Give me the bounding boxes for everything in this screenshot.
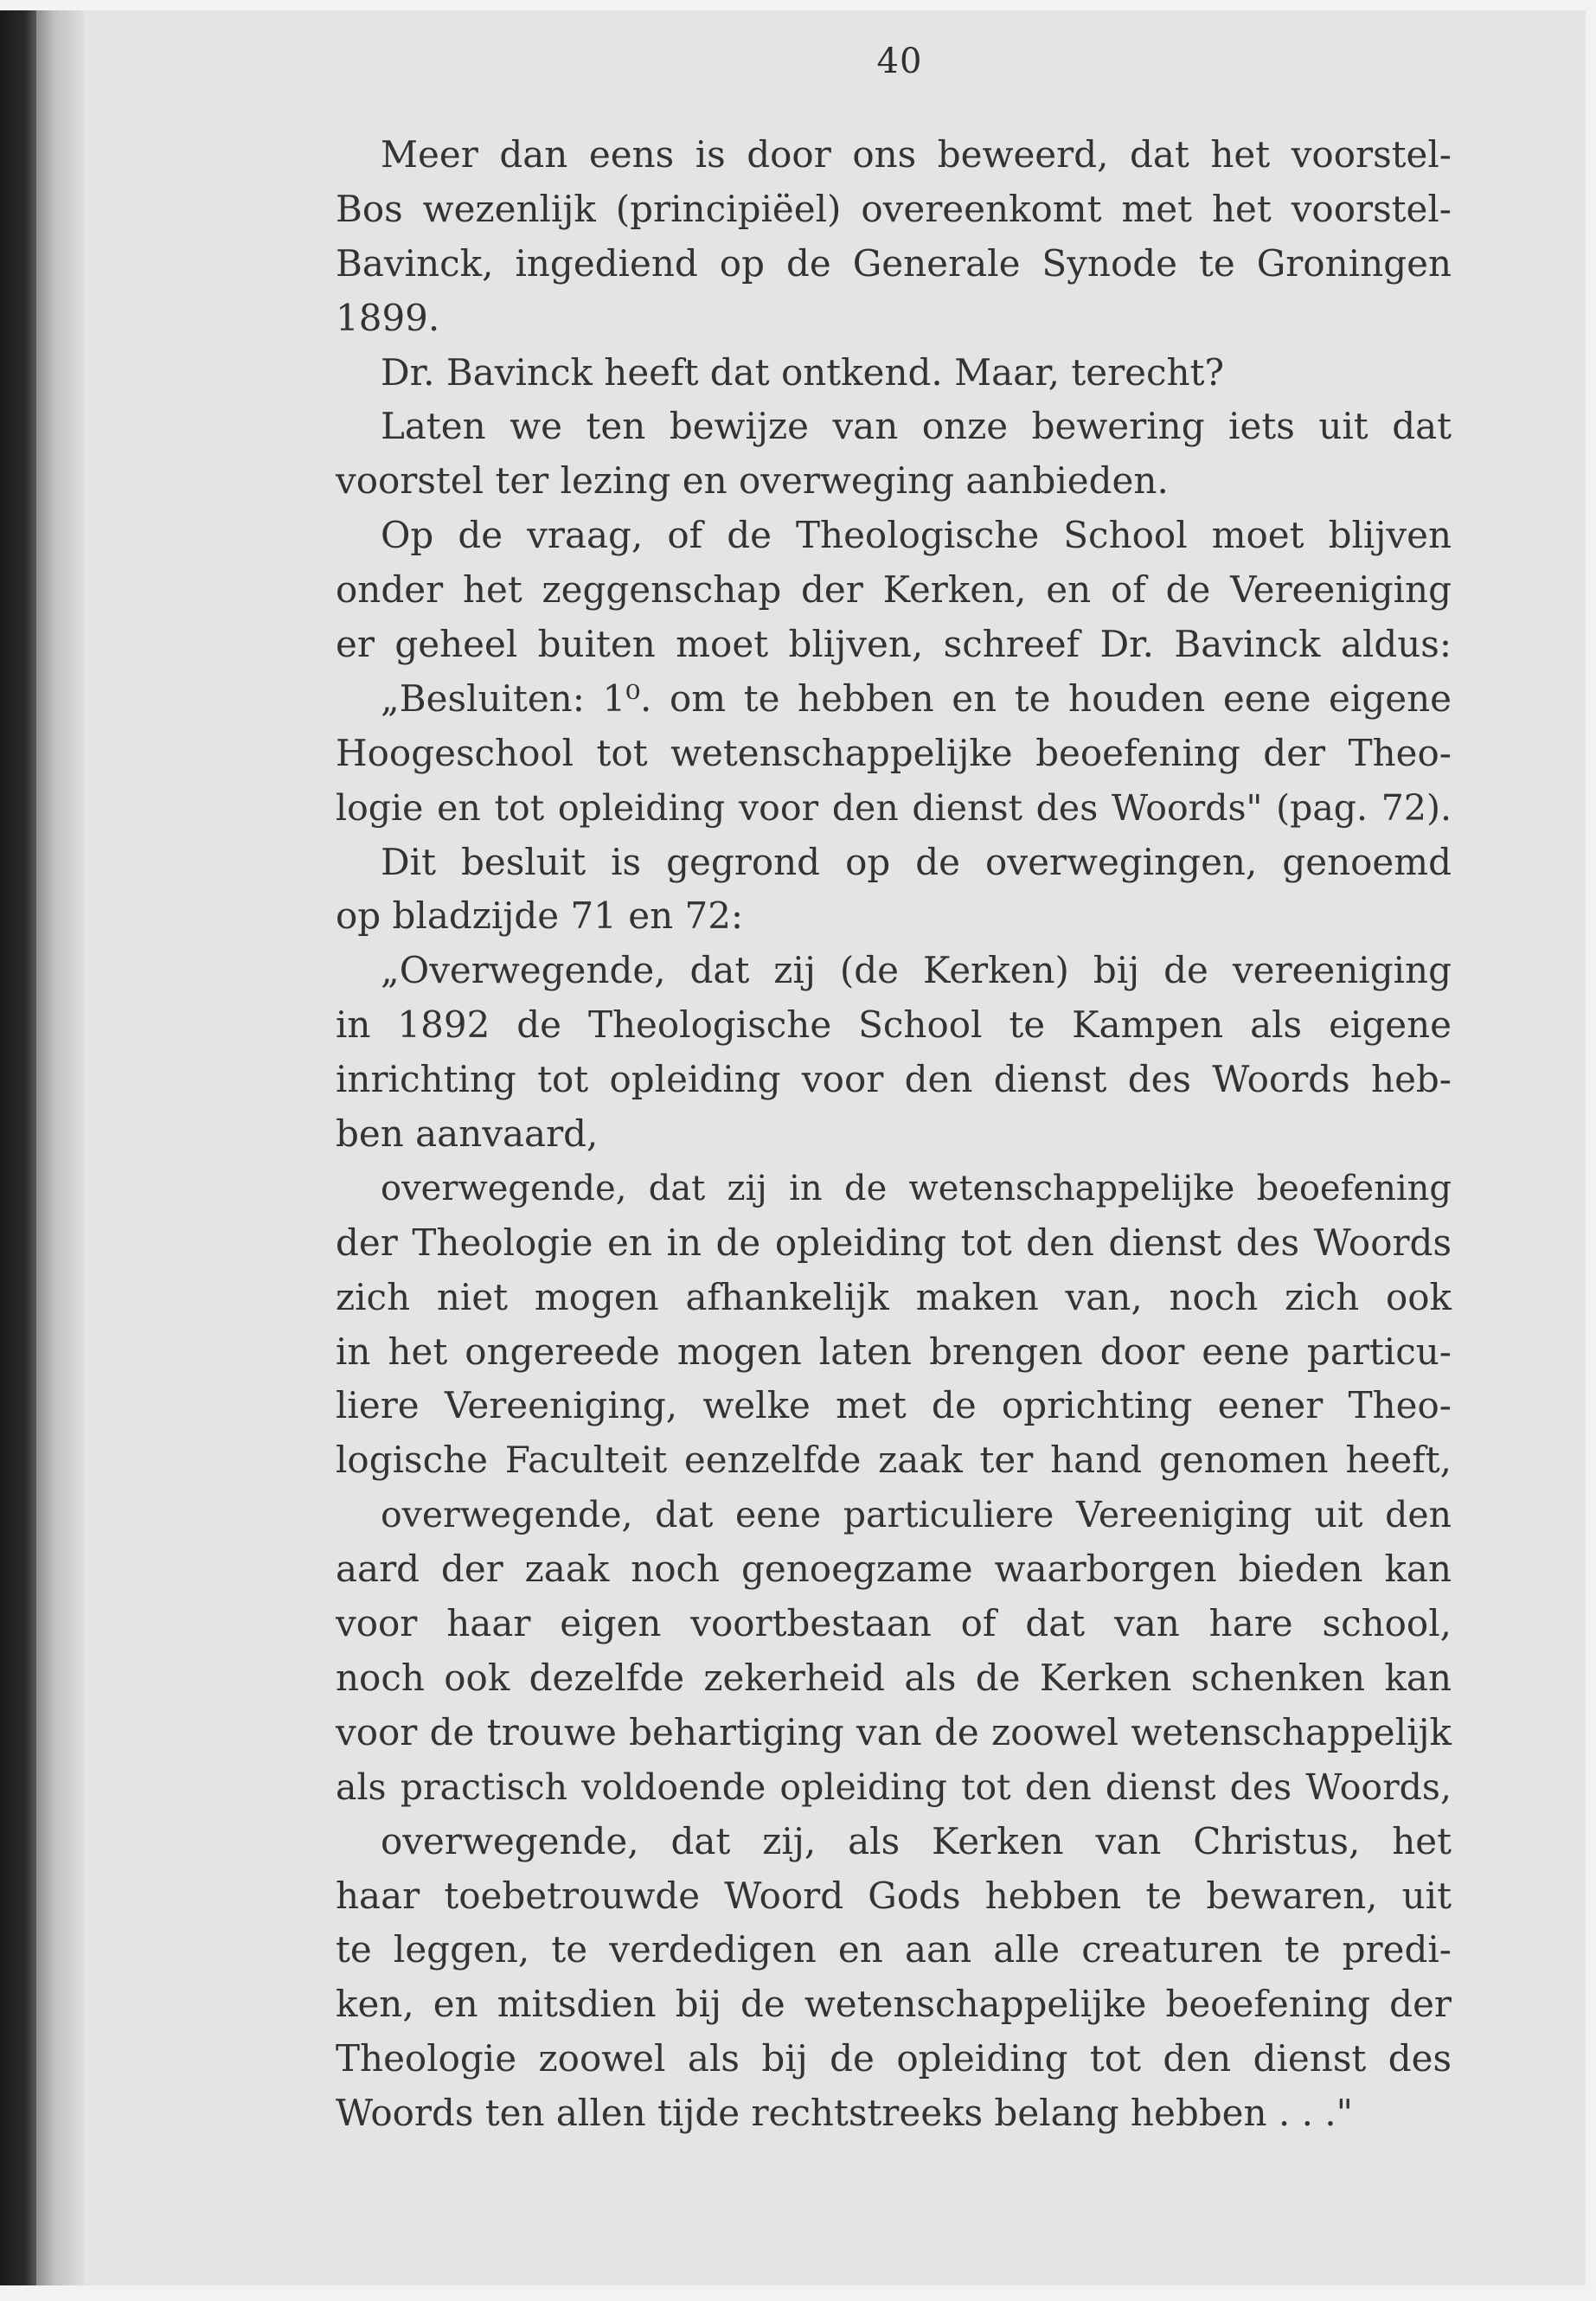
text-line: noch ook dezelfde zekerheid als de Kerken schenken kan (336, 1656, 1452, 1699)
paragraph (336, 1488, 1452, 1814)
text-line: als practisch voldoende opleiding tot den dienst des Woords, (336, 1766, 1452, 1808)
text-line: voorstel ter lezing en overweging aanbieden. (336, 459, 1169, 503)
text-line: Dit besluit is gegrond op de overwegingen, genoemd (381, 840, 1452, 883)
text-line: logie en tot opleiding voor den dienst des Woords" (pag. 72). (336, 786, 1452, 829)
text-line: Meer dan eens is door ons beweerd, dat het voorstel- (381, 133, 1452, 176)
text-line: voor haar eigen voortbestaan of dat van hare school, (336, 1602, 1452, 1645)
scan-border-right (1586, 0, 1596, 2301)
text-line: Op de vraag, of de Theologische School moet blijven (381, 514, 1452, 557)
text-line: Laten we ten bewijze van onze bewering iets uit dat (381, 405, 1452, 448)
text-line: Theologie zoowel als bij de opleiding tot den dienst des (336, 2037, 1452, 2080)
paragraph (336, 509, 1452, 672)
text-line: zich niet mogen afhankelijk maken van, noch zich ook (336, 1275, 1452, 1318)
text-line: Woords ten allen tijde rechtstreeks belang hebben . . ." (336, 2092, 1353, 2135)
text-line: onder het zeggenschap der Kerken, en of de Vereeniging (336, 568, 1452, 612)
text-line: voor de trouwe behartiging van de zoowel wetenschappelijk (336, 1710, 1452, 1753)
text-line: „Besluiten: 1⁰. om te hebben en te houden eene eigene (381, 676, 1452, 720)
paragraph (336, 128, 1452, 346)
text-line: overwegende, dat zij in de wetenschappelijke beoefening (381, 1168, 1452, 1208)
body-text (336, 128, 1452, 2141)
paragraph (336, 944, 1452, 1162)
text-line: 1899. (336, 296, 440, 339)
text-line: overwegende, dat zij, als Kerken van Christus, het (381, 1819, 1452, 1862)
text-line: der Theologie en in de opleiding tot den dienst des Woords (336, 1221, 1452, 1264)
paragraph (336, 400, 1452, 509)
book-binding-shadow (0, 0, 36, 2301)
text-line: Bavinck, ingediend op de Generale Synode te Groningen (336, 241, 1452, 285)
text-line: liere Vereeniging, welke met de oprichting eener Theo- (336, 1384, 1452, 1427)
text-line: Dr. Bavinck heeft dat ontkend. Maar, terecht? (381, 350, 1225, 394)
text-line: te leggen, te verdedigen en aan alle creaturen te predi- (336, 1928, 1452, 1971)
text-line: Bos wezenlijk (principiëel) overeenkomt met het voorstel- (336, 187, 1452, 230)
paragraph (336, 836, 1452, 945)
page-number: 40 (876, 42, 923, 81)
paragraph (336, 346, 1452, 401)
paragraph (336, 1162, 1452, 1488)
text-line: Hoogeschool tot wetenschappelijke beoefening der Theo- (336, 731, 1452, 774)
text-line: „Overwegende, dat zij (de Kerken) bij de vereeniging (381, 949, 1452, 992)
text-line: inrichting tot opleiding voor den dienst des Woords heb- (336, 1058, 1452, 1101)
text-line: in 1892 de Theologische School te Kampen als eigene (336, 1003, 1452, 1047)
text-line: haar toebetrouwde Woord Gods hebben te bewaren, uit (336, 1874, 1452, 1917)
text-line: er geheel buiten moet blijven, schreef Dr. Bavinck aldus: (336, 623, 1452, 666)
text-line: op bladzijde 71 en 72: (336, 894, 744, 938)
text-line: in het ongereede mogen laten brengen door eene particu- (336, 1330, 1452, 1373)
scan-border-bottom (0, 2285, 1596, 2301)
text-line: overwegende, dat eene particuliere Vereeniging uit den (381, 1494, 1452, 1536)
scan-border-top (0, 0, 1596, 10)
page-gutter (36, 0, 84, 2301)
text-line: logische Faculteit eenzelfde zaak ter hand genomen heeft, (336, 1439, 1452, 1482)
paragraph (336, 1815, 1452, 2141)
text-line: ken, en mitsdien bij de wetenschappelijke beoefening der (336, 1983, 1452, 2026)
text-line: ben aanvaard, (336, 1112, 599, 1156)
text-line: aard der zaak noch genoegzame waarborgen bieden kan (336, 1548, 1452, 1591)
paragraph (336, 672, 1452, 836)
